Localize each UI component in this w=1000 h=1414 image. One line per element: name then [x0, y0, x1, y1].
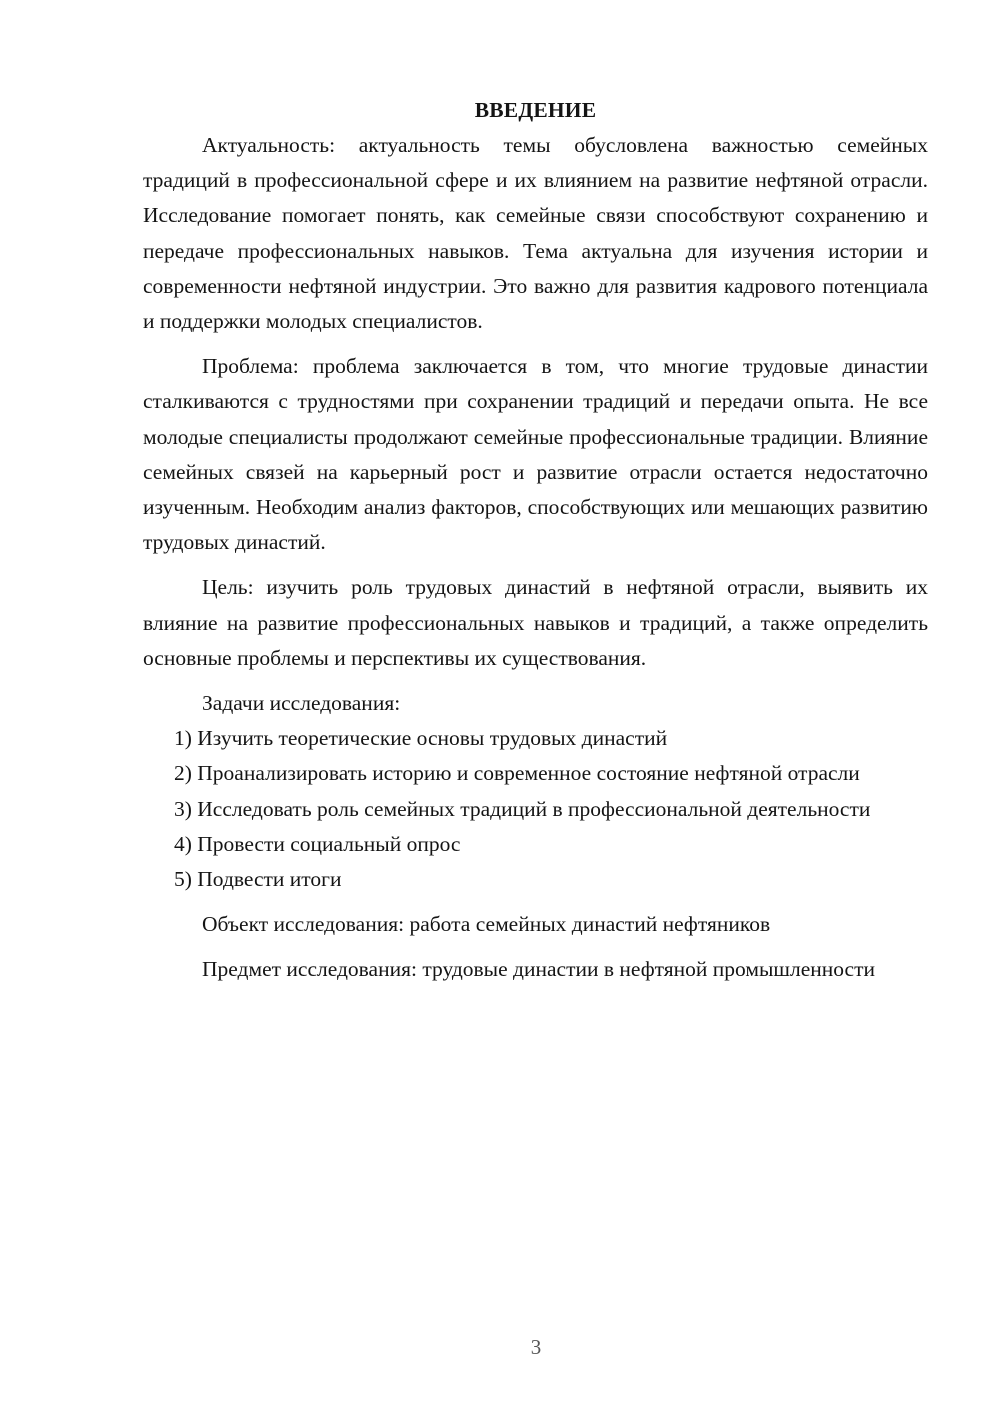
list-item: 5) Подвести итоги: [174, 867, 342, 892]
document-body: [143, 92, 928, 988]
tasks-heading: Задачи исследования:: [202, 691, 401, 716]
paragraph-relevance: Актуальность: актуальность темы обусловлена важностью семейных традиций в профессиональной сфере и их влиянием на развитие нефтяной отрасли. Исследование помогает понять, как семейные связи способствуют сохранению и передаче профессиональных навыков. Тема актуальна для изучения истории и современности нефтяной индустрии. Это важно для развития кадрового потенциала и поддержки молодых специалистов.: [143, 133, 928, 334]
page-number: 3: [530, 1335, 542, 1359]
list-item: 4) Провести социальный опрос: [174, 831, 461, 856]
list-item: 1) Изучить теоретические основы трудовых династий: [174, 726, 668, 751]
tasks-list: [143, 721, 928, 897]
paragraph-goal: Цель: изучить роль трудовых династий в нефтяной отрасли, выявить их влияние на развитие профессиональных навыков и традиций, а также определить основные проблемы и перспективы их существования.: [143, 575, 928, 670]
research-object: Объект исследования: работа семейных династий нефтяников: [202, 912, 771, 937]
paragraph-problem: Проблема: проблема заключается в том, что многие трудовые династии сталкиваются с трудностями при сохранении традиций и передачи опыта. Не все молодые специалисты продолжают семейные профессиональные традиции. Влияние семейных связей на карьерный рост и развитие отрасли остается недостаточно изученным. Необходим анализ факторов, способствующих или мешающих развитию трудовых династий.: [143, 354, 928, 555]
research-subject: Предмет исследования: трудовые династии в нефтяной промышленности: [202, 957, 875, 982]
section-title: ВВЕДЕНИЕ: [474, 98, 597, 122]
list-item: 2) Проанализировать историю и современное состояние нефтяной отрасли: [174, 761, 860, 786]
list-item: 3) Исследовать роль семейных традиций в профессиональной деятельности: [174, 796, 871, 821]
